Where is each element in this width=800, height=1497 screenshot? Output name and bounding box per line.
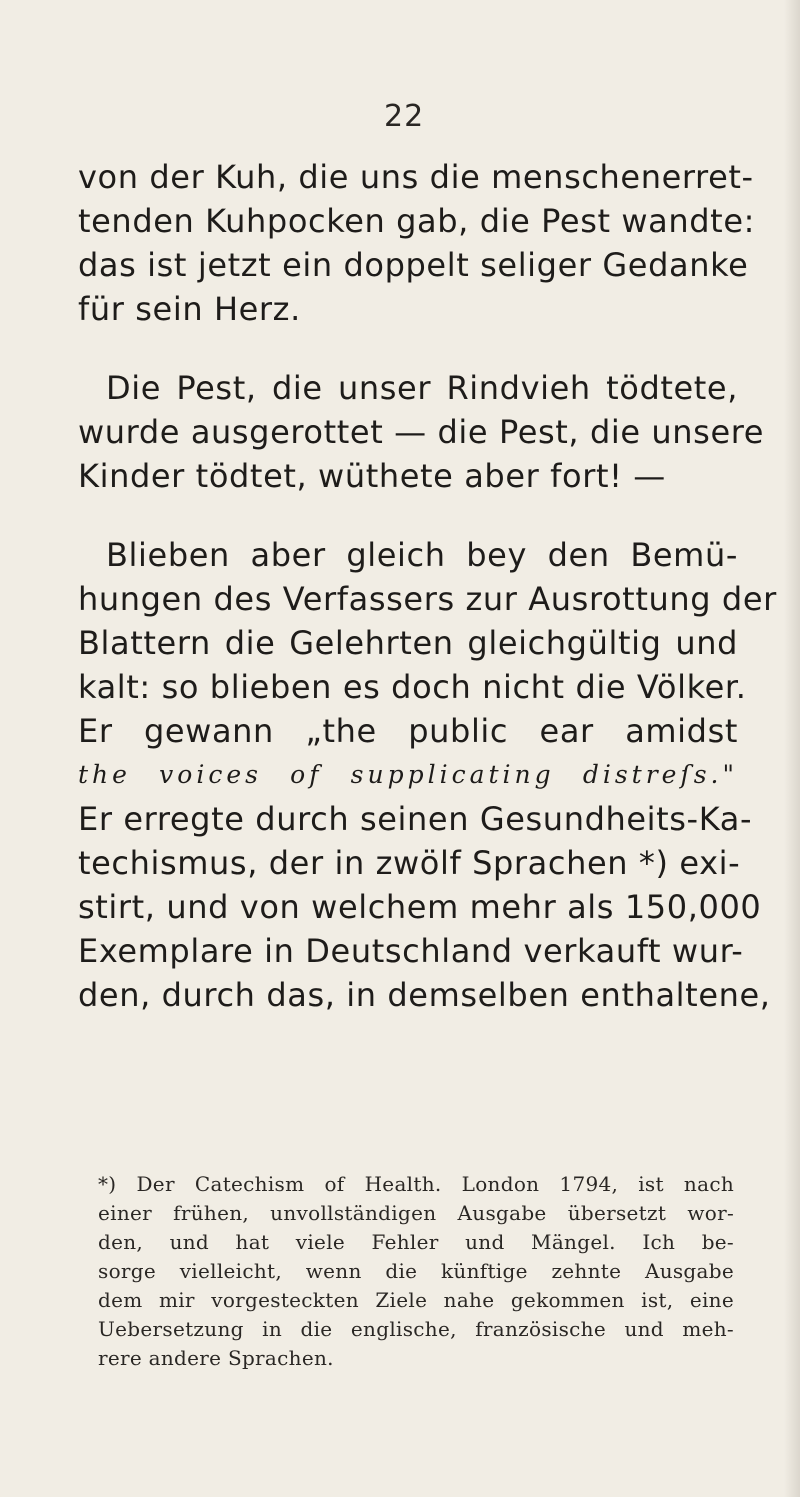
text-line: Exemplare in Deutschland verkauft wur- <box>78 932 744 970</box>
paragraph-1 <box>78 155 756 331</box>
page-edge-shadow <box>784 0 800 1497</box>
text-line: für sein Herz. <box>78 290 301 328</box>
paragraph-2 <box>78 366 765 498</box>
footnote-line: den, und hat viele Fehler und Mängel. Ich be- <box>98 1230 734 1254</box>
text-line: Blattern die Gelehrten gleichgültig und <box>78 624 738 662</box>
footnote-line: rere andere Sprachen. <box>98 1346 334 1370</box>
text-line-quote-start: Er gewann „the public ear amidst <box>78 712 738 750</box>
footnote-line: Uebersetzung in die englische, französische und meh- <box>98 1317 734 1341</box>
text-line: stirt, und von welchem mehr als 150,000 <box>78 888 762 926</box>
footnote-line: sorge vielleicht, wenn die künftige zehnte Ausgabe <box>98 1259 734 1283</box>
text-line-quote: the voices of supplicating distreſs." <box>78 760 738 789</box>
footnote-line: dem mir vorgesteckten Ziele nahe gekommen ist, eine <box>98 1288 734 1312</box>
text-line: Er erregte durch seinen Gesundheits-Ka- <box>78 800 753 838</box>
footnote <box>98 1170 734 1373</box>
text-line: Blieben aber gleich bey den Bemü- <box>106 536 738 574</box>
text-line: den, durch das, in demselben enthaltene, <box>78 976 771 1014</box>
text-line: techismus, der in zwölf Sprachen *) exi- <box>78 844 741 882</box>
paragraph-3 <box>78 533 777 1017</box>
text-line: wurde ausgerottet — die Pest, die unsere <box>78 413 765 451</box>
text-line: Die Pest, die unser Rindvieh tödtete, <box>106 369 738 407</box>
text-line: hungen des Verfassers zur Ausrottung der <box>78 580 777 618</box>
text-line: tenden Kuhpocken gab, die Pest wandte: <box>78 202 756 240</box>
footnote-line: einer frühen, unvollständigen Ausgabe übersetzt wor- <box>98 1201 734 1225</box>
text-line: Kinder tödtet, wüthete aber fort! — <box>78 457 666 495</box>
text-line: das ist jetzt ein doppelt seliger Gedanke <box>78 246 749 284</box>
text-line: von der Kuh, die uns die menschenerret- <box>78 158 754 196</box>
main-text <box>78 155 777 1017</box>
page-number: 22 <box>384 99 425 134</box>
footnote-line: *) Der Catechism of Health. London 1794, ist nach <box>98 1172 734 1196</box>
text-line: kalt: so blieben es doch nicht die Völker. <box>78 668 747 706</box>
